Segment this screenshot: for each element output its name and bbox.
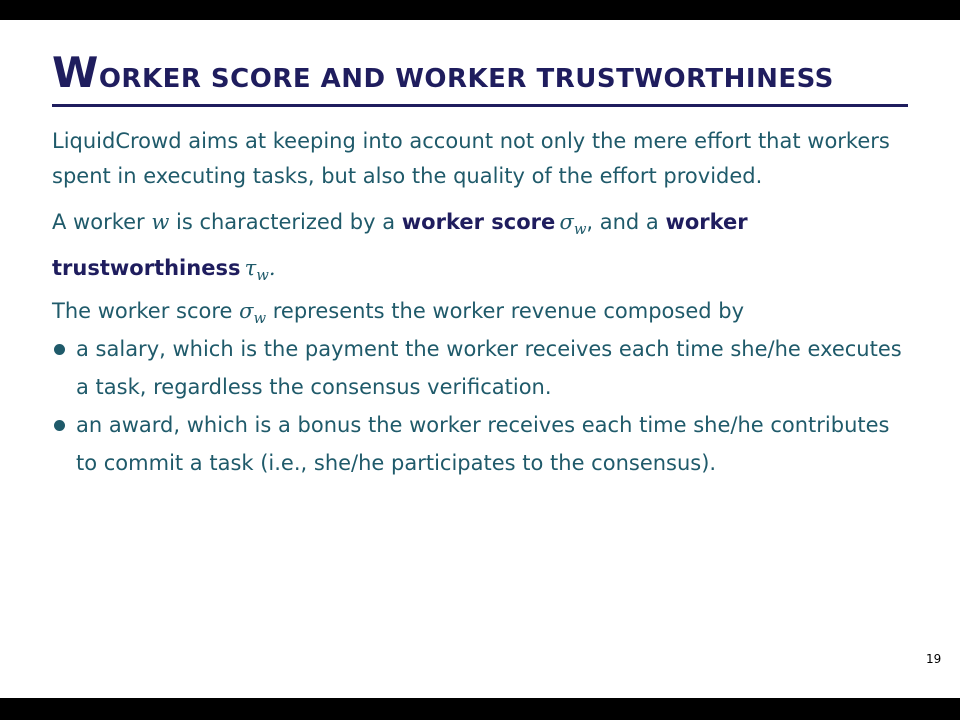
bullet-text-award: an award, which is a bonus the worker receives each time she/he contributes to commit a task (i.e., she/he participates to the consensus). — [76, 413, 890, 475]
math-sigma-w — [559, 210, 587, 239]
text-span: represents the worker revenue composed by — [266, 299, 745, 323]
paragraph-definition — [52, 203, 912, 295]
bullet-list — [52, 330, 912, 482]
subscript-w: w — [573, 221, 587, 239]
subscript-w: w — [256, 267, 269, 285]
bullet-text-salary: a salary, which is the payment the worker receives each time she/he executes a task, regardless the consensus verification. — [76, 337, 902, 399]
text-span: The worker score — [52, 299, 240, 323]
bullet-icon — [54, 344, 65, 355]
paragraph-intro: LiquidCrowd aims at keeping into account not only the mere effort that workers spent in executing tasks, but also the quality of the effort provided. — [52, 129, 890, 188]
sigma-symbol: σ — [239, 299, 254, 323]
text-span: is characterized by a — [169, 210, 402, 234]
title-initial-letter: W — [52, 48, 99, 97]
title-rest: ORKER SCORE AND WORKER TRUSTWORTHINESS — [98, 64, 834, 94]
sigma-symbol: σ — [559, 210, 574, 234]
text-period: . — [268, 256, 276, 281]
bullet-icon — [54, 420, 65, 431]
slide-title — [52, 48, 834, 97]
list-item — [52, 330, 912, 406]
text-span: , and a — [586, 210, 666, 234]
math-sigma-w — [239, 299, 267, 328]
bottom-letterbox-bar — [0, 698, 960, 720]
list-item — [52, 406, 912, 482]
math-tau-w — [244, 256, 269, 285]
text-span: A worker — [52, 210, 152, 234]
page-number: 19 — [926, 652, 942, 666]
math-var-w: w — [151, 210, 170, 234]
tau-symbol: τ — [244, 256, 257, 281]
title-underline — [52, 104, 908, 107]
top-letterbox-bar — [0, 0, 960, 20]
term-worker-trustworthiness: worker trustworthiness — [52, 210, 748, 281]
term-worker-score: worker score — [401, 210, 556, 234]
subscript-w: w — [253, 310, 267, 328]
